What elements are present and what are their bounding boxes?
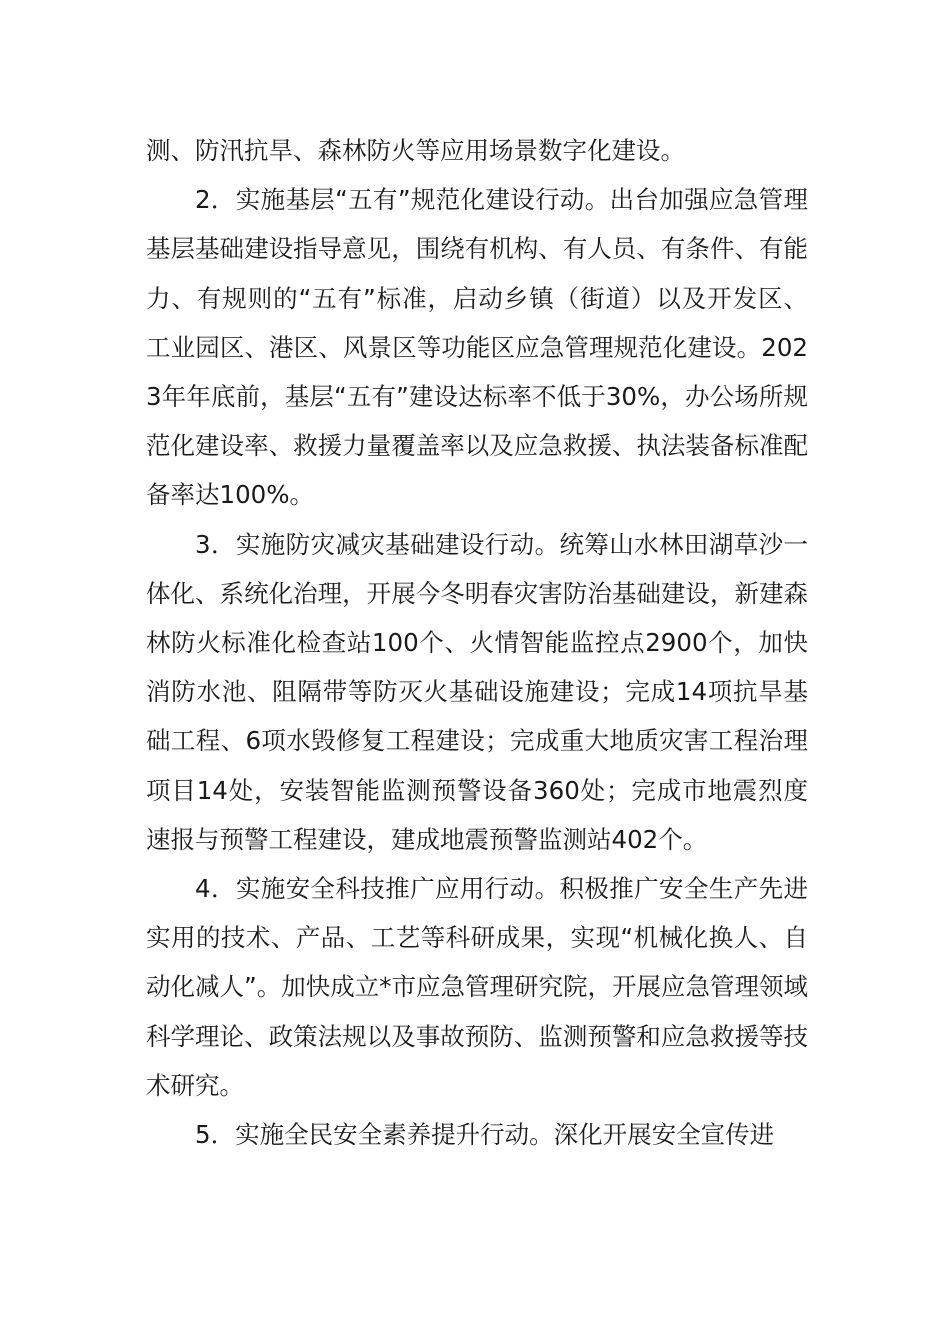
paragraph-item-2: 2．实施基层“五有”规范化建设行动。出台加强应急管理基层基础建设指导意见，围绕有机构、有人员、有条件、有能力、有规则的“五有”标准，启动乡镇（街道）以及开发区、工业园区、港区、风景区等功能区应急管理规范化建设。2023年年底前，基层“五有”建设达标率不低于30%，办公场所规范化建设率、救援力量覆盖率以及应急救援、执法装备标准配备率达100%。 <box>146 185 808 510</box>
document-page <box>146 126 808 1159</box>
paragraph-item-5: 5．实施全民安全素养提升行动。深化开展安全宣传进 <box>195 1120 775 1150</box>
paragraph-item-4: 4．实施安全科技推广应用行动。积极推广安全生产先进实用的技术、产品、工艺等科研成果，实现“机械化换人、自动化减人”。加快成立*市应急管理研究院，开展应急管理领域科学理论、政策法规以及事故预防、监测预警和应急救援等技术研究。 <box>146 874 808 1100</box>
paragraph-item-3: 3．实施防灾减灾基础建设行动。统筹山水林田湖草沙一体化、系统化治理，开展今冬明春灾害防治基础建设，新建森林防火标准化检查站100个、火情智能监控点2900个，加快消防水池、阻隔带等防灭火基础设施建设；完成14项抗旱基础工程、6项水毁修复工程建设；完成重大地质灾害工程治理项目14处，安装智能监测预警设备360处；完成市地震烈度速报与预警工程建设，建成地震预警监测站402个。 <box>146 529 808 854</box>
paragraph-continuation: 测、防汛抗旱、森林防火等应用场景数字化建设。 <box>146 136 685 165</box>
